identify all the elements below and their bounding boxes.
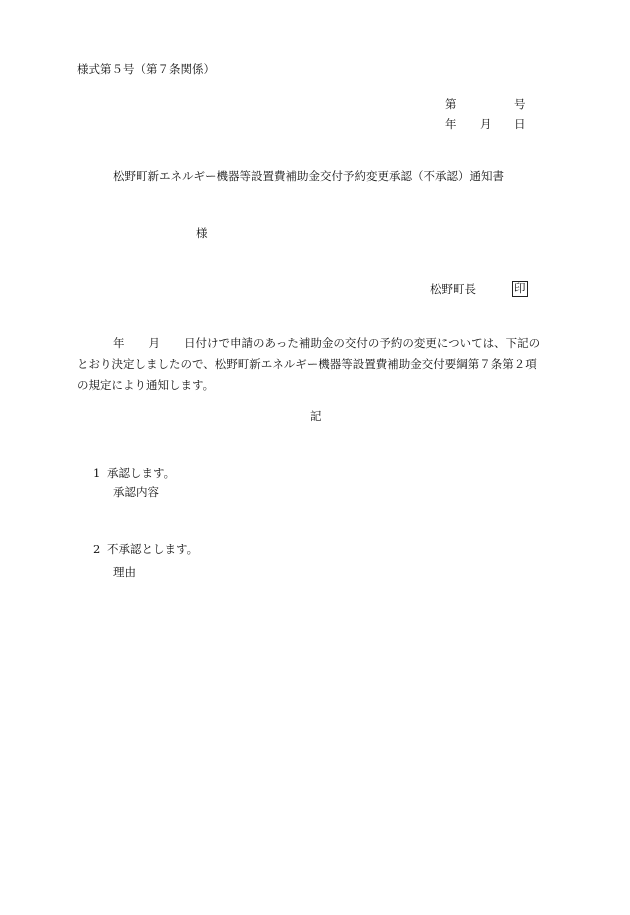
ki-heading: 記 [310,409,322,423]
doc-number-go: 号 [514,97,526,111]
body-month: 月 [148,336,160,350]
addressee-suffix: 様 [196,226,208,240]
doc-number-dai: 第 [445,97,457,111]
seal-label: 印 [514,281,526,295]
form-number: 様式第５号（第７条関係） [77,62,215,76]
body-paragraph [77,333,555,396]
item-1-sub: 承認内容 [113,485,159,499]
body-line-2: とおり決定しましたので、松野町新エネルギー機器等設置費補助金交付要綱第７条第２項 [77,357,537,371]
date-year: 年 [445,117,457,131]
seal-stamp [512,281,528,297]
date-day: 日 [514,117,526,131]
body-line-1-text: 日付けで申請のあった補助金の交付の予約の変更については、下記の [184,336,541,350]
item-2-number: 2 [93,542,101,556]
item-1-number: 1 [93,466,101,480]
issuer-name: 松野町長 [430,282,476,296]
body-year: 年 [113,336,125,350]
body-line-1 [77,333,555,354]
body-line-3: の規定により通知します。 [77,378,215,392]
item-2-text: 不承認とします。 [107,542,199,556]
date-month: 月 [480,117,492,131]
document-title: 松野町新エネルギー機器等設置費補助金交付予約変更承認（不承認）通知書 [113,169,504,183]
item-2-sub: 理由 [113,565,136,579]
item-1-text: 承認します。 [107,466,176,480]
